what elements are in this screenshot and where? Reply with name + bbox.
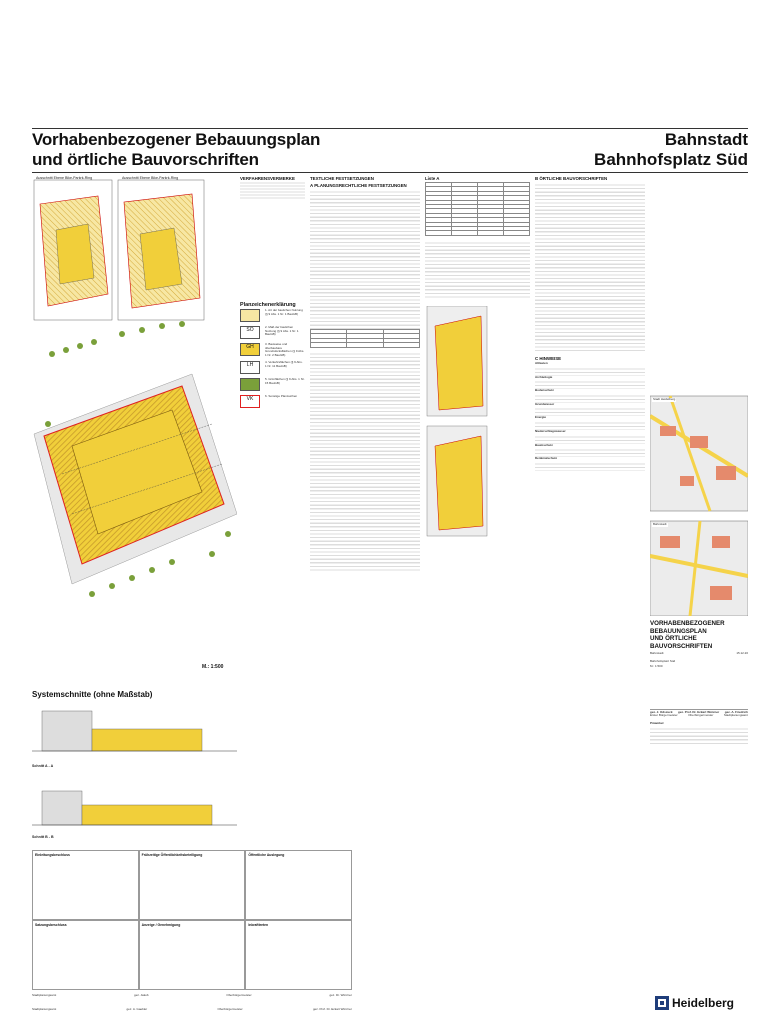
footer-cell-title: Öffentliche Auslegung	[248, 853, 285, 857]
footer-sign-name: gez. Dr. Würzner	[329, 993, 352, 997]
titleblock-roles	[650, 714, 748, 718]
titleblock-line2: UND ÖRTLICHE BAUVORSCHRIFTEN	[650, 635, 713, 650]
title-block	[650, 620, 748, 770]
titleblock-date: 15.12.20	[736, 651, 748, 655]
heidelberg-emblem-icon	[655, 996, 669, 1010]
hinweis-item: Denkmalschutz	[535, 456, 558, 461]
legend-item	[240, 343, 305, 357]
titleblock-scale: M.: 1:500	[650, 664, 663, 669]
legend-heading: Planzeichenerklärung	[240, 302, 296, 308]
footer-sign-name: gez. Jakob	[134, 993, 149, 997]
footer-sign-name: gez. Prof. Dr. Eckart Würzner	[312, 1006, 352, 1011]
signature: gez. Prof. Dr. Eckart Würzner	[678, 709, 720, 714]
footer-cell	[32, 920, 139, 990]
hinweis-item: Archäologie	[535, 374, 553, 379]
section-a-label: Schnitt A - A	[32, 764, 54, 768]
hinweis-item: Bodenschutz	[535, 388, 554, 393]
footer-cell	[139, 850, 246, 920]
legend-item-label: 3. Bauweise und überbaubare Grundstücksflächen (§ 9 Abs. 1 Nr. 2 BauGB)	[265, 342, 305, 357]
regulations-subheading: A PLANUNGSRECHTLICHE FESTSETZUNGEN	[310, 183, 407, 188]
procedure-text	[240, 182, 305, 199]
location-title	[594, 130, 748, 170]
location-map-area	[650, 176, 748, 616]
legend-item	[240, 309, 305, 322]
sections-area	[32, 690, 237, 780]
section-b-label: Schnitt B - B	[32, 835, 54, 839]
footer-cell-title: Frühzeitige Öffentlichkeitsbeteiligung	[141, 853, 203, 857]
header-top-rule	[32, 128, 748, 129]
signature-role: Erster Bürgermeister	[650, 713, 678, 718]
text-regulations	[310, 174, 420, 674]
footer-sign-label: Stadtplanungsamt	[32, 993, 57, 997]
plan-drawing	[32, 174, 237, 674]
preamble-text	[650, 726, 748, 746]
header-bottom-rule	[32, 172, 748, 173]
plan-scale: M.: 1:500	[202, 664, 224, 670]
legend-item-label: 2. Maß der baulichen Nutzung (§ 9 Abs. 1 Nr. 1 BauGB)	[265, 325, 299, 337]
plan-title-line2: und örtliche Bauvorschriften	[32, 150, 259, 169]
main-site	[34, 374, 237, 584]
hinweise-heading: C HINWEISE	[535, 356, 562, 361]
footer-cell	[245, 920, 352, 990]
footer-cell-title: Satzungsbeschluss	[35, 923, 67, 927]
inset-map-label: Bahnstadt	[653, 522, 667, 526]
regulations-table	[310, 329, 420, 348]
hinweis-item: Baumschutz	[535, 442, 553, 447]
inset-map-label: Stadt Heidelberg	[653, 397, 676, 401]
hinweis-item: Energie	[535, 415, 547, 420]
list-a-heading: Liste A	[425, 176, 440, 181]
plan-title-line1: Vorhabenbezogener Bebauungsplan	[32, 130, 321, 149]
section-b-svg	[32, 785, 237, 830]
sections-heading: Systemschnitte (ohne Maßstab)	[32, 690, 153, 699]
legend-item	[240, 361, 305, 374]
location-title-line1: Bahnstadt	[664, 130, 748, 149]
procedure-notes	[240, 174, 305, 294]
regulations-text	[310, 189, 420, 571]
location-maps	[650, 176, 748, 616]
legend-item	[240, 378, 305, 391]
signature-role: Stadtplanungsamt	[723, 713, 748, 718]
list-a-table	[425, 182, 530, 236]
footer-sign-label: Oberbürgermeister	[217, 1006, 243, 1011]
legend-item-label: 1. Art der baulichen Nutzung (§ 9 Abs. 1 Nr. 1 BauGB)	[265, 308, 303, 316]
plan-title	[32, 130, 320, 170]
signature: gez. A. Friedrich	[724, 709, 748, 714]
legend-item-label: 4. Verkehrsflächen (§ 9 Abs. 1 Nr. 11 BauGB)	[265, 360, 303, 368]
legend-swatch-green	[240, 378, 260, 391]
hinweis-item: Niederschlagswasser	[535, 428, 566, 433]
titleblock-line1: VORHABENBEZOGENER BEBAUUNGSPLAN	[650, 620, 725, 635]
preamble-heading: Präambel	[650, 720, 664, 725]
legend-item-label: 6. Sonstige Planzeichen	[265, 394, 298, 399]
footer-cell	[32, 850, 139, 920]
hinweise-list	[535, 362, 645, 471]
footer-sign-label: Oberbürgermeister	[226, 993, 252, 997]
legend-swatch-lh: LH	[240, 361, 260, 374]
footer-signatures-2	[32, 1008, 352, 1012]
footer-cell	[139, 920, 246, 990]
list-a	[425, 174, 530, 674]
legend	[240, 300, 305, 660]
section-a-svg	[32, 699, 237, 759]
inset-right	[118, 180, 204, 320]
signature: gez. J. Odszuck	[650, 709, 673, 714]
inset-left	[34, 180, 112, 320]
footer-sign-name: gez. A. Gaebler	[126, 1006, 148, 1011]
legend-swatch-so: SO	[240, 326, 260, 339]
hinweis-item: Altlasten	[535, 361, 548, 365]
logo-text: Heidelberg	[672, 996, 735, 1010]
legend-item	[240, 395, 305, 408]
legend-item	[240, 326, 305, 339]
procedure-footer	[32, 850, 352, 1020]
procedure-heading: VERFAHRENSVERMERKE	[240, 176, 295, 181]
footer-cell-title: Anzeige / Genehmigung	[141, 923, 181, 927]
signature-role: Oberbürgermeister	[688, 713, 714, 718]
titleblock-plan-name: Bahnhofsplatz Süd	[650, 658, 676, 663]
footer-cell-title: Einleitungsbeschluss	[35, 853, 70, 857]
legend-swatch-use	[240, 309, 260, 322]
legend-swatch-gh: GH	[240, 343, 260, 356]
location-title-line2: Bahnhofsplatz Süd	[594, 150, 748, 169]
building-regulations	[535, 174, 645, 674]
legend-swatch-vk: VK	[240, 395, 260, 408]
footer-sign-label: Stadtplanungsamt	[32, 1006, 57, 1011]
paving-diagrams	[425, 306, 530, 546]
titleblock-district: Bahnstadt	[650, 651, 664, 655]
regulations-heading: TEXTLICHE FESTSETZUNGEN	[310, 176, 374, 181]
inset-right-title: Ausschnitt Ebene Bike-Parkrk-Ring	[122, 176, 179, 180]
plan-svg	[32, 174, 237, 674]
inset-left-title: Ausschnitt Ebene Bike-Parkrk-Ring	[36, 176, 93, 180]
section-b	[32, 785, 237, 845]
bauvorschriften-text	[535, 182, 645, 352]
footer-cell-title: Inkrafttreten	[248, 923, 269, 927]
hinweis-item: Grundwasser	[535, 401, 555, 406]
footer-signatures	[32, 994, 352, 998]
legend-item-label: 5. Grünflächen (§ 9 Abs. 1 Nr. 15 BauGB)	[265, 377, 305, 385]
footer-cell	[245, 850, 352, 920]
city-logo	[655, 996, 734, 1010]
bauvorschriften-heading: B ÖRTLICHE BAUVORSCHRIFTEN	[535, 176, 608, 181]
